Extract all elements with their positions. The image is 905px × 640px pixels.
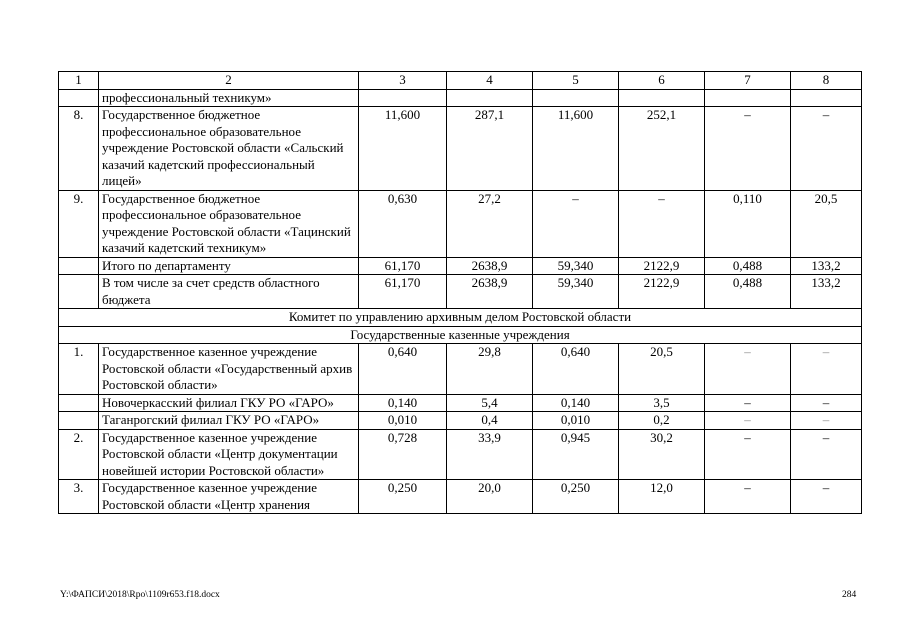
row-name: Государственное казенное учреждение Ростовской области «Центр хранения [99, 480, 359, 514]
cell-c6: 0,2 [619, 412, 705, 430]
cell-c7 [705, 89, 791, 107]
cell-c5: 0,010 [533, 412, 619, 430]
row-number [59, 412, 99, 430]
row-number [59, 89, 99, 107]
row-name: В том числе за счет средств областного бюджета [99, 275, 359, 309]
row-name: Государственное казенное учреждение Ростовской области «Государственный архив Ростовской области» [99, 344, 359, 395]
cell-c3 [359, 89, 447, 107]
cell-c6 [619, 89, 705, 107]
cell-c5: 0,250 [533, 480, 619, 514]
row-number: 3. [59, 480, 99, 514]
document-path: Y:\ФАПСИ\2018\Rpo\1109r653.f18.docx [60, 590, 220, 600]
cell-c8: – [791, 480, 862, 514]
cell-c6: 20,5 [619, 344, 705, 395]
cell-c8: 133,2 [791, 275, 862, 309]
cell-c8 [791, 89, 862, 107]
cell-c3: 61,170 [359, 257, 447, 275]
cell-c4: 5,4 [447, 394, 533, 412]
cell-c5 [533, 89, 619, 107]
cell-c8: 20,5 [791, 190, 862, 257]
header-cell: 8 [791, 72, 862, 90]
row-name: Государственное бюджетное профессиональное образовательное учреждение Ростовской области «Сальский казачий кадетский профессиональный лицей» [99, 107, 359, 191]
cell-c3: 0,630 [359, 190, 447, 257]
row-name: Государственное казенное учреждение Ростовской области «Центр документации новейшей истории Ростовской области» [99, 429, 359, 480]
row-name: Таганрогский филиал ГКУ РО «ГАРО» [99, 412, 359, 430]
cell-c6: 2122,9 [619, 275, 705, 309]
header-row [59, 72, 862, 90]
cell-c7: 0,488 [705, 257, 791, 275]
cell-c6: 2122,9 [619, 257, 705, 275]
cell-c8: – [791, 107, 862, 191]
table-row [59, 275, 862, 309]
cell-c7: – [705, 412, 791, 430]
row-name: Новочеркасский филиал ГКУ РО «ГАРО» [99, 394, 359, 412]
cell-c3: 0,640 [359, 344, 447, 395]
cell-c7: – [705, 107, 791, 191]
table-row [59, 107, 862, 191]
cell-c3: 11,600 [359, 107, 447, 191]
row-number [59, 257, 99, 275]
row-number [59, 275, 99, 309]
cell-c4: 287,1 [447, 107, 533, 191]
header-cell: 4 [447, 72, 533, 90]
cell-c3: 0,728 [359, 429, 447, 480]
cell-c8: – [791, 412, 862, 430]
cell-c5: 0,640 [533, 344, 619, 395]
cell-c4: 33,9 [447, 429, 533, 480]
header-cell: 6 [619, 72, 705, 90]
table-row [59, 394, 862, 412]
row-name: Итого по департаменту [99, 257, 359, 275]
row-name: Государственное бюджетное профессиональное образовательное учреждение Ростовской области «Тацинский казачий кадетский техникум» [99, 190, 359, 257]
cell-c8: – [791, 344, 862, 395]
table-row [59, 344, 862, 395]
header-cell: 5 [533, 72, 619, 90]
cell-c3: 61,170 [359, 275, 447, 309]
cell-c3: 0,010 [359, 412, 447, 430]
subsection-title: Государственные казенные учреждения [59, 326, 862, 344]
cell-c6: 252,1 [619, 107, 705, 191]
section-title: Комитет по управлению архивным делом Ростовской области [59, 309, 862, 327]
cell-c4: 20,0 [447, 480, 533, 514]
table-row [59, 89, 862, 107]
cell-c6: 30,2 [619, 429, 705, 480]
table-row [59, 412, 862, 430]
row-number: 1. [59, 344, 99, 395]
cell-c7: – [705, 344, 791, 395]
cell-c3: 0,140 [359, 394, 447, 412]
cell-c5: 59,340 [533, 257, 619, 275]
row-number: 2. [59, 429, 99, 480]
cell-c5: 0,140 [533, 394, 619, 412]
table-row [59, 480, 862, 514]
cell-c5: – [533, 190, 619, 257]
cell-c8: – [791, 394, 862, 412]
cell-c6: 12,0 [619, 480, 705, 514]
header-cell: 7 [705, 72, 791, 90]
data-table [58, 71, 862, 514]
cell-c7: – [705, 429, 791, 480]
cell-c7: 0,110 [705, 190, 791, 257]
cell-c5: 11,600 [533, 107, 619, 191]
cell-c7: – [705, 394, 791, 412]
cell-c7: 0,488 [705, 275, 791, 309]
subsection-row [59, 326, 862, 344]
row-number [59, 394, 99, 412]
page-number: 284 [842, 590, 857, 600]
table-row [59, 190, 862, 257]
table-row [59, 429, 862, 480]
cell-c4 [447, 89, 533, 107]
header-cell: 1 [59, 72, 99, 90]
cell-c7: – [705, 480, 791, 514]
cell-c8: 133,2 [791, 257, 862, 275]
row-name: профессиональный техникум» [99, 89, 359, 107]
section-row [59, 309, 862, 327]
header-cell: 2 [99, 72, 359, 90]
cell-c4: 0,4 [447, 412, 533, 430]
cell-c4: 29,8 [447, 344, 533, 395]
cell-c5: 0,945 [533, 429, 619, 480]
row-number: 8. [59, 107, 99, 191]
cell-c4: 2638,9 [447, 257, 533, 275]
cell-c5: 59,340 [533, 275, 619, 309]
cell-c3: 0,250 [359, 480, 447, 514]
cell-c8: – [791, 429, 862, 480]
header-cell: 3 [359, 72, 447, 90]
cell-c6: 3,5 [619, 394, 705, 412]
table-row [59, 257, 862, 275]
cell-c6: – [619, 190, 705, 257]
cell-c4: 2638,9 [447, 275, 533, 309]
cell-c4: 27,2 [447, 190, 533, 257]
row-number: 9. [59, 190, 99, 257]
